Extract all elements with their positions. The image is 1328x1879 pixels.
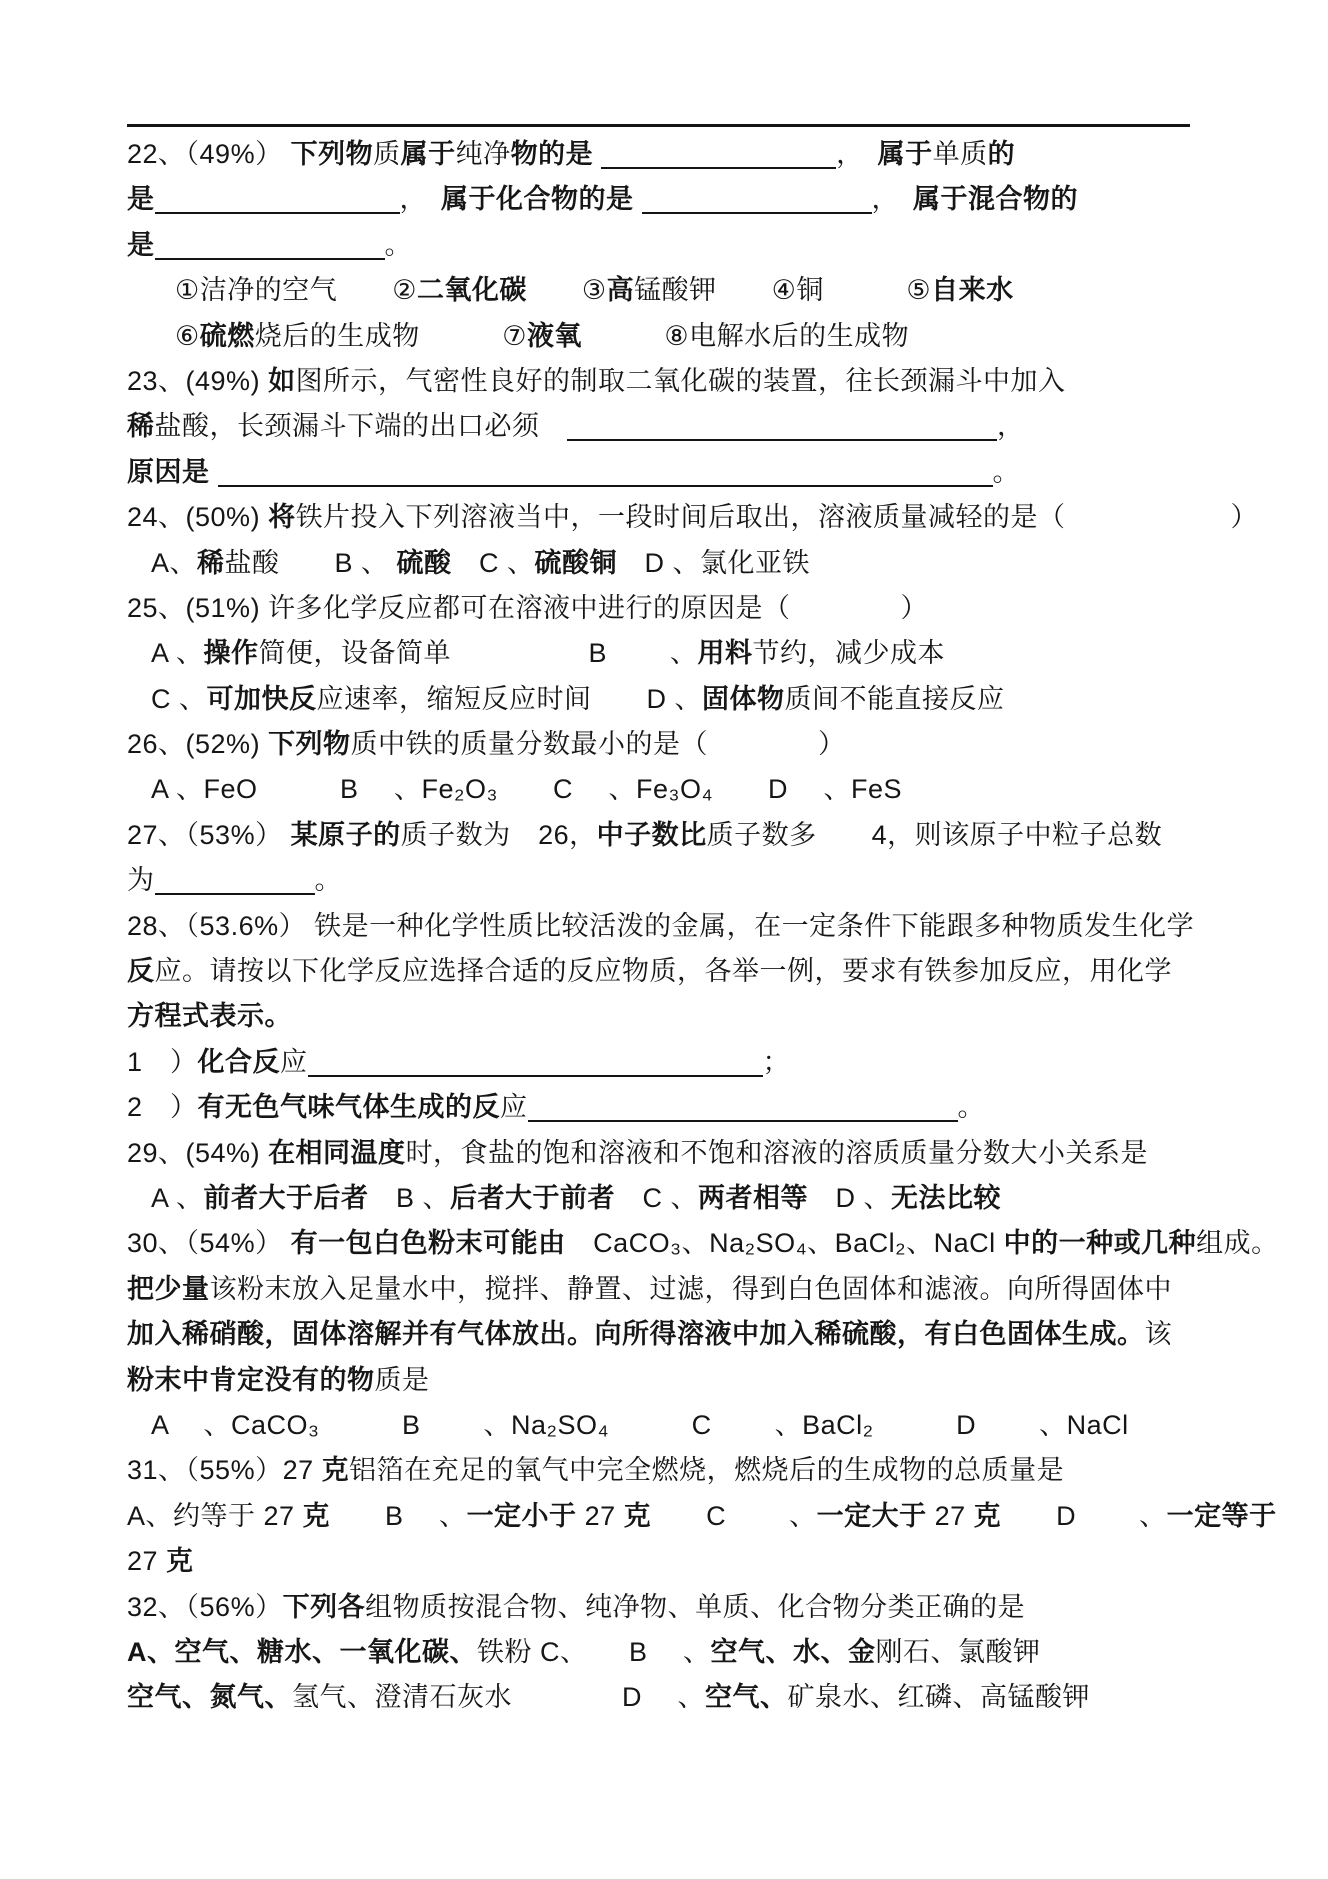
text-segment: 25、(51%) 许多化学反应都可在溶液中进行的原因是（ ）	[127, 592, 929, 623]
q29-stem	[127, 1131, 1212, 1176]
text-segment: 应。请按以下化学反应选择合适的反应物质，各举一例，要求有铁参加反应，用化学	[154, 956, 1172, 987]
q22-line-2	[127, 177, 1212, 222]
text-segment: A、	[127, 1636, 175, 1667]
text-segment: 自来水	[931, 275, 1014, 306]
text-segment: 粉末中肯定没有的物	[127, 1364, 375, 1395]
answer-blank	[218, 455, 993, 487]
text-segment: A 、	[151, 638, 204, 669]
text-segment: A 、FeO B 、Fe₂O₃ C 、Fe₃O₄ D 、FeS	[151, 774, 903, 805]
document-body	[127, 132, 1279, 1721]
text-segment: 加入稀硝酸，固体溶解并有气体放出。向所得溶液中加入稀硫酸，有白色固体生成。	[127, 1319, 1145, 1350]
text-segment: 可加快反	[206, 683, 317, 714]
text-segment: ③	[526, 275, 607, 306]
q27-line-1	[127, 813, 1212, 858]
text-segment: 克	[623, 1500, 652, 1531]
text-segment: 。	[992, 456, 1021, 487]
q31-stem	[127, 1448, 1212, 1493]
text-segment: 操作	[203, 638, 259, 669]
text-segment: D 、氯化亚铁	[617, 547, 811, 578]
text-segment: 。	[314, 865, 342, 896]
answer-blank	[155, 228, 385, 260]
text-segment: 盐酸，长颈漏斗下端的出口必须	[154, 411, 567, 442]
text-segment: 。	[384, 229, 412, 260]
text-segment: 稀	[197, 547, 225, 578]
text-segment: 高	[606, 275, 635, 306]
answer-blank	[642, 182, 872, 214]
text-segment: 下列各	[282, 1591, 366, 1622]
text-segment: ⑧电解水后的生成物	[581, 320, 910, 351]
answer-blank	[155, 863, 315, 895]
text-segment: 质间不能直接反应	[784, 683, 1005, 714]
q26-options	[127, 767, 1212, 812]
q22-options-row-1	[127, 268, 1212, 313]
answer-blank	[308, 1045, 763, 1077]
text-segment: 空气、氮气、	[127, 1682, 292, 1713]
answer-blank	[567, 409, 997, 441]
text-segment: B 、	[368, 1182, 451, 1213]
q32-options-2	[127, 1675, 1212, 1720]
text-segment: C 、	[151, 683, 207, 714]
text-segment: 27	[576, 1500, 624, 1531]
text-segment: 方程式表示。	[127, 1001, 292, 1032]
text-segment: 克	[302, 1500, 331, 1531]
text-segment: 后者大于前者	[450, 1182, 616, 1213]
q26-stem	[127, 722, 1212, 767]
text-segment: 一定大于	[816, 1500, 927, 1531]
text-segment: 克	[321, 1455, 350, 1486]
text-segment: 组成。	[1196, 1228, 1279, 1259]
text-segment: 两者相等	[698, 1182, 809, 1213]
text-segment: 矿泉水、红磷、高锰酸钾	[787, 1682, 1090, 1713]
text-segment: 26、(52%)	[127, 729, 269, 760]
text-segment: 应	[280, 1046, 308, 1077]
q24-options	[127, 541, 1212, 586]
text-segment: ①洁净的空气	[175, 275, 393, 306]
answer-blank	[528, 1090, 958, 1122]
q24-stem	[127, 495, 1259, 540]
text-segment: D 、	[808, 1182, 892, 1213]
text-segment: 图所示，气密性良好的制取二氧化碳的装置，往长颈漏斗中加入	[295, 365, 1066, 396]
text-segment: ②	[392, 275, 417, 306]
text-segment: 纯净	[455, 139, 511, 169]
text-segment: 节约，减少成本	[752, 638, 946, 669]
q30-line-4	[127, 1358, 1212, 1403]
text-segment: 固体物	[702, 683, 785, 714]
text-segment: 物的是	[510, 139, 602, 169]
text-segment: 用料	[697, 638, 753, 669]
text-segment: 空气、水、金	[710, 1636, 876, 1667]
text-segment: 化合反	[197, 1046, 281, 1077]
text-segment: 硫酸	[396, 547, 452, 578]
answer-blank	[601, 137, 836, 169]
text-segment: 为	[127, 865, 155, 896]
q25-options-cd	[127, 677, 1212, 722]
q28-line-2	[127, 949, 1212, 994]
text-segment: 是	[127, 229, 155, 260]
q22-options-row-2	[127, 314, 1212, 359]
text-segment: 的	[987, 139, 1016, 169]
text-segment: 该	[1144, 1319, 1172, 1350]
text-segment: 在相同温度	[268, 1137, 406, 1168]
text-segment: 。	[957, 1092, 986, 1123]
text-segment: 1 ）	[127, 1046, 198, 1077]
q32-options-1	[127, 1630, 1212, 1675]
text-segment: 应	[500, 1092, 528, 1123]
text-segment: D 、	[1001, 1500, 1167, 1531]
text-segment: 如	[268, 365, 296, 396]
text-segment: 时，食盐的饱和溶液和不饱和溶液的溶质质量分数大小关系是	[405, 1137, 1149, 1168]
answer-blank	[155, 182, 400, 214]
text-segment: 有无色气味气体生成的反	[197, 1092, 501, 1123]
text-segment: 24、(50%)	[127, 502, 269, 533]
text-segment: 属于	[400, 139, 456, 169]
text-segment: 一定等于	[1166, 1500, 1277, 1531]
text-segment: 锰酸钾 ④铜	[634, 275, 907, 306]
q30-options	[127, 1403, 1212, 1448]
q23-line-2	[127, 404, 1212, 449]
q27-line-2	[127, 858, 1212, 903]
text-segment: 中的一种或几种	[1003, 1228, 1197, 1259]
text-segment: ；	[762, 1046, 791, 1077]
text-segment: 稀	[127, 411, 155, 442]
q30-line-1	[127, 1221, 1279, 1266]
text-segment: 31、（55%）27	[127, 1455, 322, 1486]
text-segment: 27	[127, 1546, 167, 1577]
text-segment: 属于化合物的是	[441, 184, 642, 215]
text-segment: 27、（53%）	[127, 819, 291, 850]
text-segment: A 、	[151, 1182, 204, 1213]
text-segment: C 、	[615, 1182, 699, 1213]
text-segment: 30、（54%）	[127, 1228, 291, 1259]
q22-line-1	[127, 132, 1212, 177]
text-segment: 液氧	[526, 320, 582, 351]
text-segment: 简便，设备简单 B 、	[258, 638, 698, 669]
text-segment: A、约等于 27	[127, 1500, 303, 1531]
text-segment: 前者大于后者	[203, 1182, 369, 1213]
text-segment: 是	[127, 184, 155, 215]
text-segment: A 、CaCO₃ B 、Na₂SO₄ C 、BaCl₂ D 、NaCl	[151, 1409, 1129, 1440]
text-segment: 下列物	[268, 729, 351, 760]
text-segment: 质子数为 26，	[400, 819, 597, 850]
text-segment: 烧后的生成物 ⑦	[254, 320, 527, 351]
text-segment: 刚石、氯酸钾	[875, 1636, 1041, 1667]
text-segment: 32、（56%）	[127, 1591, 283, 1622]
text-segment: 盐酸 B 、	[224, 547, 397, 578]
q29-options	[127, 1176, 1212, 1221]
text-segment: 组物质按混合物、纯净物、单质、化合物分类正确的是	[365, 1591, 1026, 1622]
text-segment: 克	[166, 1546, 194, 1577]
q23-line-1	[127, 359, 1212, 404]
text-segment: 克	[973, 1500, 1002, 1531]
text-segment: ⑥	[175, 320, 200, 351]
text-segment: 23、(49%)	[127, 365, 269, 396]
text-segment: A、	[151, 547, 198, 578]
header-divider	[127, 124, 1190, 127]
text-segment: 硫燃	[199, 320, 255, 351]
q28-line-1	[127, 904, 1212, 949]
text-segment: 中子数比	[596, 819, 707, 850]
text-segment: 二氧化碳	[416, 275, 527, 306]
text-segment: 氢气、澄清石灰水 D 、	[292, 1682, 705, 1713]
text-segment: 属于	[877, 139, 933, 169]
text-segment: 铁片投入下列溶液当中，一段时间后取出，溶液质量减轻的是（ ）	[295, 502, 1259, 533]
q22-line-3	[127, 223, 1212, 268]
text-segment: C 、	[451, 547, 535, 578]
text-segment: 应速率，缩短反应时间 D 、	[316, 683, 702, 714]
text-segment: 原因是	[127, 456, 218, 487]
text-segment: ⑤	[906, 275, 932, 306]
text-segment: 下列物	[290, 139, 374, 169]
text-segment: ，	[997, 411, 1025, 442]
text-segment: 质子数多 4，则该原子中粒子总数	[706, 819, 1163, 850]
q23-line-3	[127, 450, 1212, 495]
q25-options-ab	[127, 631, 1212, 676]
text-segment: 22、（49%）	[127, 139, 291, 169]
q31-options-1	[127, 1494, 1277, 1539]
text-segment: ，	[399, 184, 441, 215]
q28-sub-2	[127, 1085, 1212, 1130]
text-segment: 有一包白色粉末可能由	[290, 1228, 566, 1259]
text-segment: 该粉末放入足量水中，搅拌、静置、过滤，得到白色固体和滤液。向所得固体中	[209, 1273, 1172, 1304]
q25-stem	[127, 586, 1212, 631]
text-segment: 空气、	[705, 1682, 788, 1713]
q30-line-2	[127, 1267, 1212, 1312]
text-segment: 28、（53.6%） 铁是一种化学性质比较活泼的金属，在一定条件下能跟多种物质发生化学	[127, 910, 1195, 941]
text-segment: 质	[373, 139, 401, 169]
text-segment: 将	[268, 502, 296, 533]
text-segment: 一定小于	[466, 1500, 577, 1531]
text-segment: 单质	[932, 139, 988, 169]
text-segment: 反	[127, 956, 155, 987]
text-segment: 27	[926, 1500, 974, 1531]
text-segment: 无法比较	[891, 1182, 1002, 1213]
text-segment: 质中铁的质量分数最小的是（ ）	[350, 729, 846, 760]
text-segment: 某原子的	[290, 819, 401, 850]
q31-options-2	[127, 1539, 1212, 1584]
text-segment: 属于混合物的	[913, 184, 1079, 215]
q30-line-3	[127, 1312, 1212, 1357]
q28-sub-1	[127, 1040, 1212, 1085]
text-segment: 硫酸铜	[534, 547, 618, 578]
q32-stem	[127, 1585, 1212, 1630]
text-segment: ，	[836, 139, 878, 169]
text-segment: CaCO₃、Na₂SO₄、BaCl₂、NaCl	[565, 1228, 1004, 1259]
text-segment: 空气、糖水、一氧化碳、	[174, 1636, 477, 1667]
text-segment: B 、	[330, 1500, 467, 1531]
text-segment: 把少量	[127, 1273, 210, 1304]
text-segment: 2 ）	[127, 1092, 198, 1123]
text-segment: 铝箔在充足的氧气中完全燃烧，燃烧后的生成物的总质量是	[349, 1455, 1065, 1486]
text-segment: 铁粉 C、 B 、	[477, 1636, 711, 1667]
text-segment: 29、(54%)	[127, 1137, 269, 1168]
text-segment: ，	[871, 184, 914, 215]
text-segment: 质是	[374, 1364, 430, 1395]
q28-line-3	[127, 994, 1212, 1039]
text-segment: C 、	[651, 1500, 817, 1531]
